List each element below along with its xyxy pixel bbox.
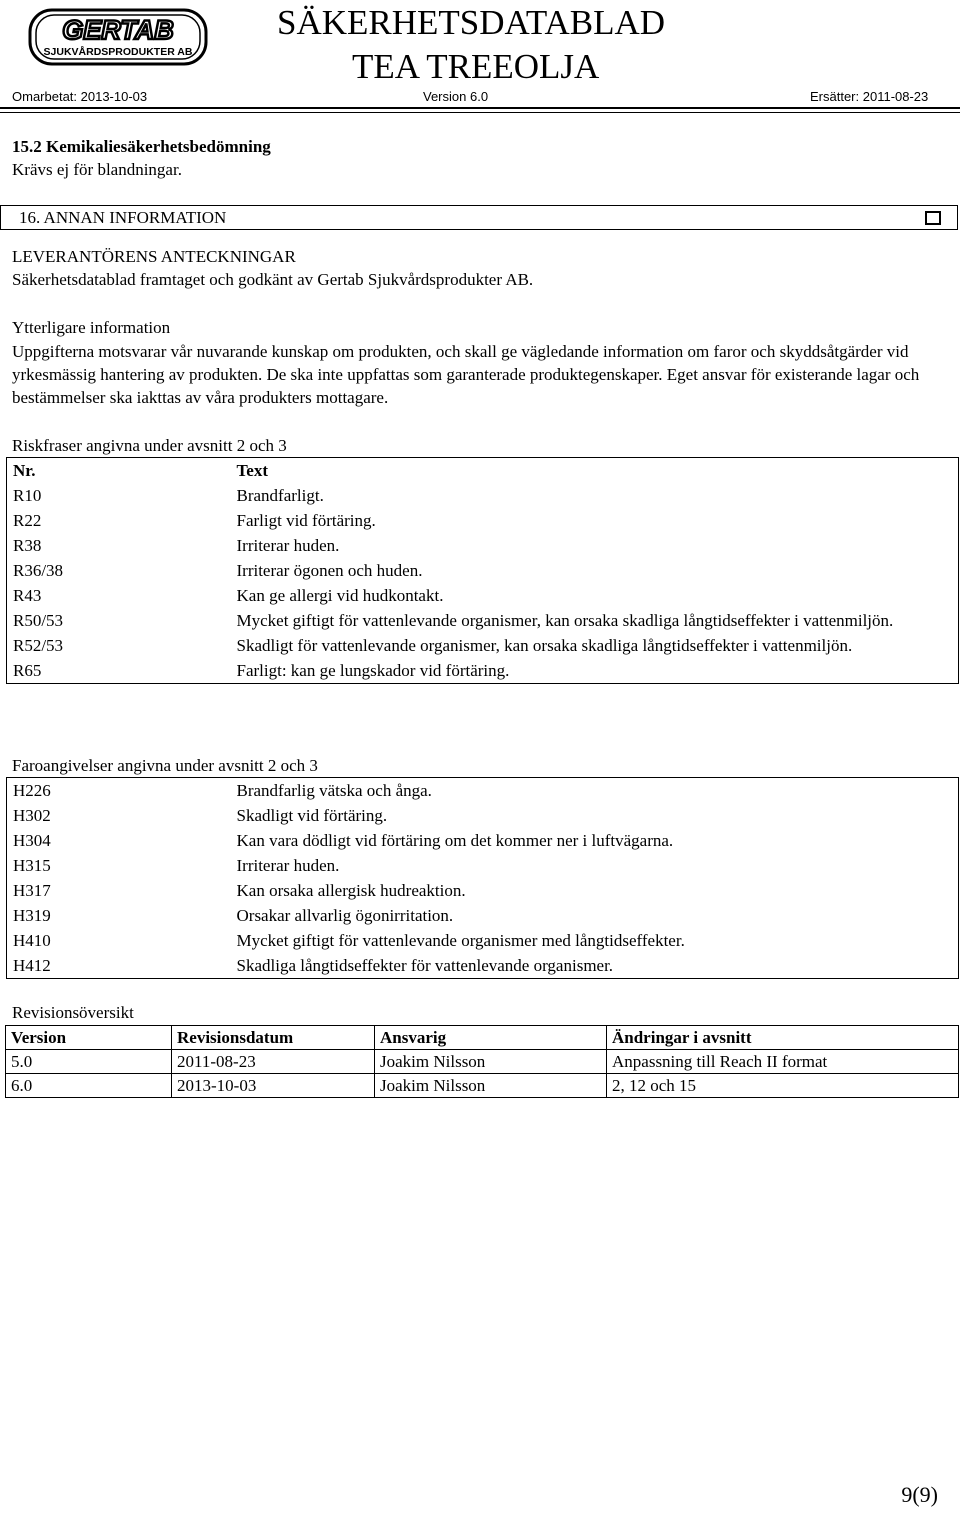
svg-text:SJUKVÅRDSPRODUKTER AB: SJUKVÅRDSPRODUKTER AB [43,46,193,58]
phrase-text: Kan ge allergi vid hudkontakt. [236,586,444,605]
phrase-text: Farligt: kan ge lungskador vid förtäring. [236,661,510,680]
statement-text: Irriterar huden. [236,856,340,875]
header-rule-top [0,107,960,109]
statement-code: H315 [13,856,51,875]
statement-text: Skadligt vid förtäring. [236,806,388,825]
table-row [7,878,959,903]
phrase-text: Skadligt för vattenlevande organismer, kan orsaka skadliga långtidseffekter i vattenmiljön. [236,636,853,655]
supplier-notes-text: Säkerhetsdatablad framtaget och godkänt av Gertab Sjukvårdsprodukter AB. [12,270,534,289]
document-title: SÄKERHETSDATABLAD [277,3,666,42]
phrase-text: Irriterar huden. [236,536,340,555]
revision-date: 2013-10-03 [172,1074,375,1098]
revision-date: 2011-08-23 [172,1050,375,1074]
statement-code: H226 [13,781,51,800]
table-row [6,1050,959,1074]
section-checkbox[interactable] [925,211,941,225]
table-row [7,903,959,928]
phrase-code: R65 [13,661,42,680]
statement-code: H319 [13,906,51,925]
table-row [7,658,959,684]
revision-version: 5.0 [6,1050,172,1074]
phrase-code: R52/53 [13,636,64,655]
phrase-code: R50/53 [13,611,64,630]
table-row [7,558,959,583]
revision-responsible: Joakim Nilsson [375,1074,607,1098]
h-statements-table [6,777,959,979]
phrase-text: Brandfarligt. [236,486,324,505]
table-row [7,853,959,878]
section-16-heading: 16. ANNAN INFORMATION [19,208,227,227]
phrase-code: R36/38 [13,561,64,580]
revision-version: 6.0 [6,1074,172,1098]
phrase-code: R22 [13,511,42,530]
statement-text: Kan orsaka allergisk hudreaktion. [236,881,466,900]
r-phrases-table [6,457,959,684]
more-info-heading: Ytterligare information [12,318,171,337]
table-row [7,633,959,658]
statement-code: H412 [13,956,51,975]
statement-text: Orsakar allvarlig ögonirritation. [236,906,454,925]
table-row [7,583,959,608]
section-15-2-heading: 15.2 Kemikaliesäkerhetsbedömning [12,137,271,156]
col-text-header: Text [236,461,268,480]
statement-code: H304 [13,831,51,850]
table-header-row [6,1026,959,1050]
statement-text: Mycket giftigt för vattenlevande organismer med långtidseffekter. [236,931,685,950]
table-row [7,928,959,953]
statement-text: Skadliga långtidseffekter för vattenlevande organismer. [236,956,614,975]
h-statements-heading: Faroangivelser angivna under avsnitt 2 och 3 [12,756,318,775]
col-version-header: Version [6,1026,172,1050]
revisions-table [5,1025,959,1098]
supplier-notes-heading: LEVERANTÖRENS ANTECKNINGAR [12,247,296,266]
header-rule-bottom [0,112,960,113]
phrase-code: R38 [13,536,42,555]
table-header-row [7,458,959,484]
col-responsible-header: Ansvarig [375,1026,607,1050]
phrase-code: R10 [13,486,42,505]
r-phrases-heading: Riskfraser angivna under avsnitt 2 och 3 [12,436,287,455]
page-number: 9(9) [901,1482,938,1507]
table-row [7,533,959,558]
version-label: Version 6.0 [423,89,489,104]
phrase-code: R43 [13,586,42,605]
statement-code: H410 [13,931,51,950]
statement-code: H317 [13,881,51,900]
table-row [6,1074,959,1098]
statement-text: Kan vara dödligt vid förtäring om det kommer ner i luftvägarna. [236,831,674,850]
section-15-2-text: Krävs ej för blandningar. [12,160,182,179]
revision-changes: Anpassning till Reach II format [607,1050,959,1074]
more-info-text: Uppgifterna motsvarar vår nuvarande kunskap om produkten, och skall ge vägledande information om faror och skyddsåtgärder vid yrkesmässig hantering av produkten. De ska inte uppfattas som garanterade produktegenskaper. Eget ansvar för existerande lagar och bestämmelser ska iakttas av våra produkters mottagare. [12,342,920,407]
table-row [7,778,959,804]
gertab-logo [12,6,212,68]
statement-text: Brandfarlig vätska och ånga. [236,781,432,800]
table-row [7,803,959,828]
table-row [7,828,959,853]
product-name: TEA TREEOLJA [352,47,600,86]
col-date-header: Revisionsdatum [172,1026,375,1050]
revision-changes: 2, 12 och 15 [607,1074,959,1098]
table-row [7,608,959,633]
phrase-text: Irriterar ögonen och huden. [236,561,423,580]
table-row [7,953,959,979]
phrase-text: Mycket giftigt för vattenlevande organismer, kan orsaka skadliga långtidseffekter i vattenmiljön. [236,611,894,630]
revised-date: Omarbetat: 2013-10-03 [12,89,148,104]
revision-responsible: Joakim Nilsson [375,1050,607,1074]
table-row [7,483,959,508]
table-row [7,508,959,533]
phrase-text: Farligt vid förtäring. [236,511,376,530]
revisions-heading: Revisionsöversikt [12,1003,134,1022]
replaces-date: Ersätter: 2011-08-23 [810,89,929,104]
col-nr-header: Nr. [13,461,36,480]
col-changes-header: Ändringar i avsnitt [607,1026,959,1050]
statement-code: H302 [13,806,51,825]
svg-text:GERTAB: GERTAB [62,15,174,45]
